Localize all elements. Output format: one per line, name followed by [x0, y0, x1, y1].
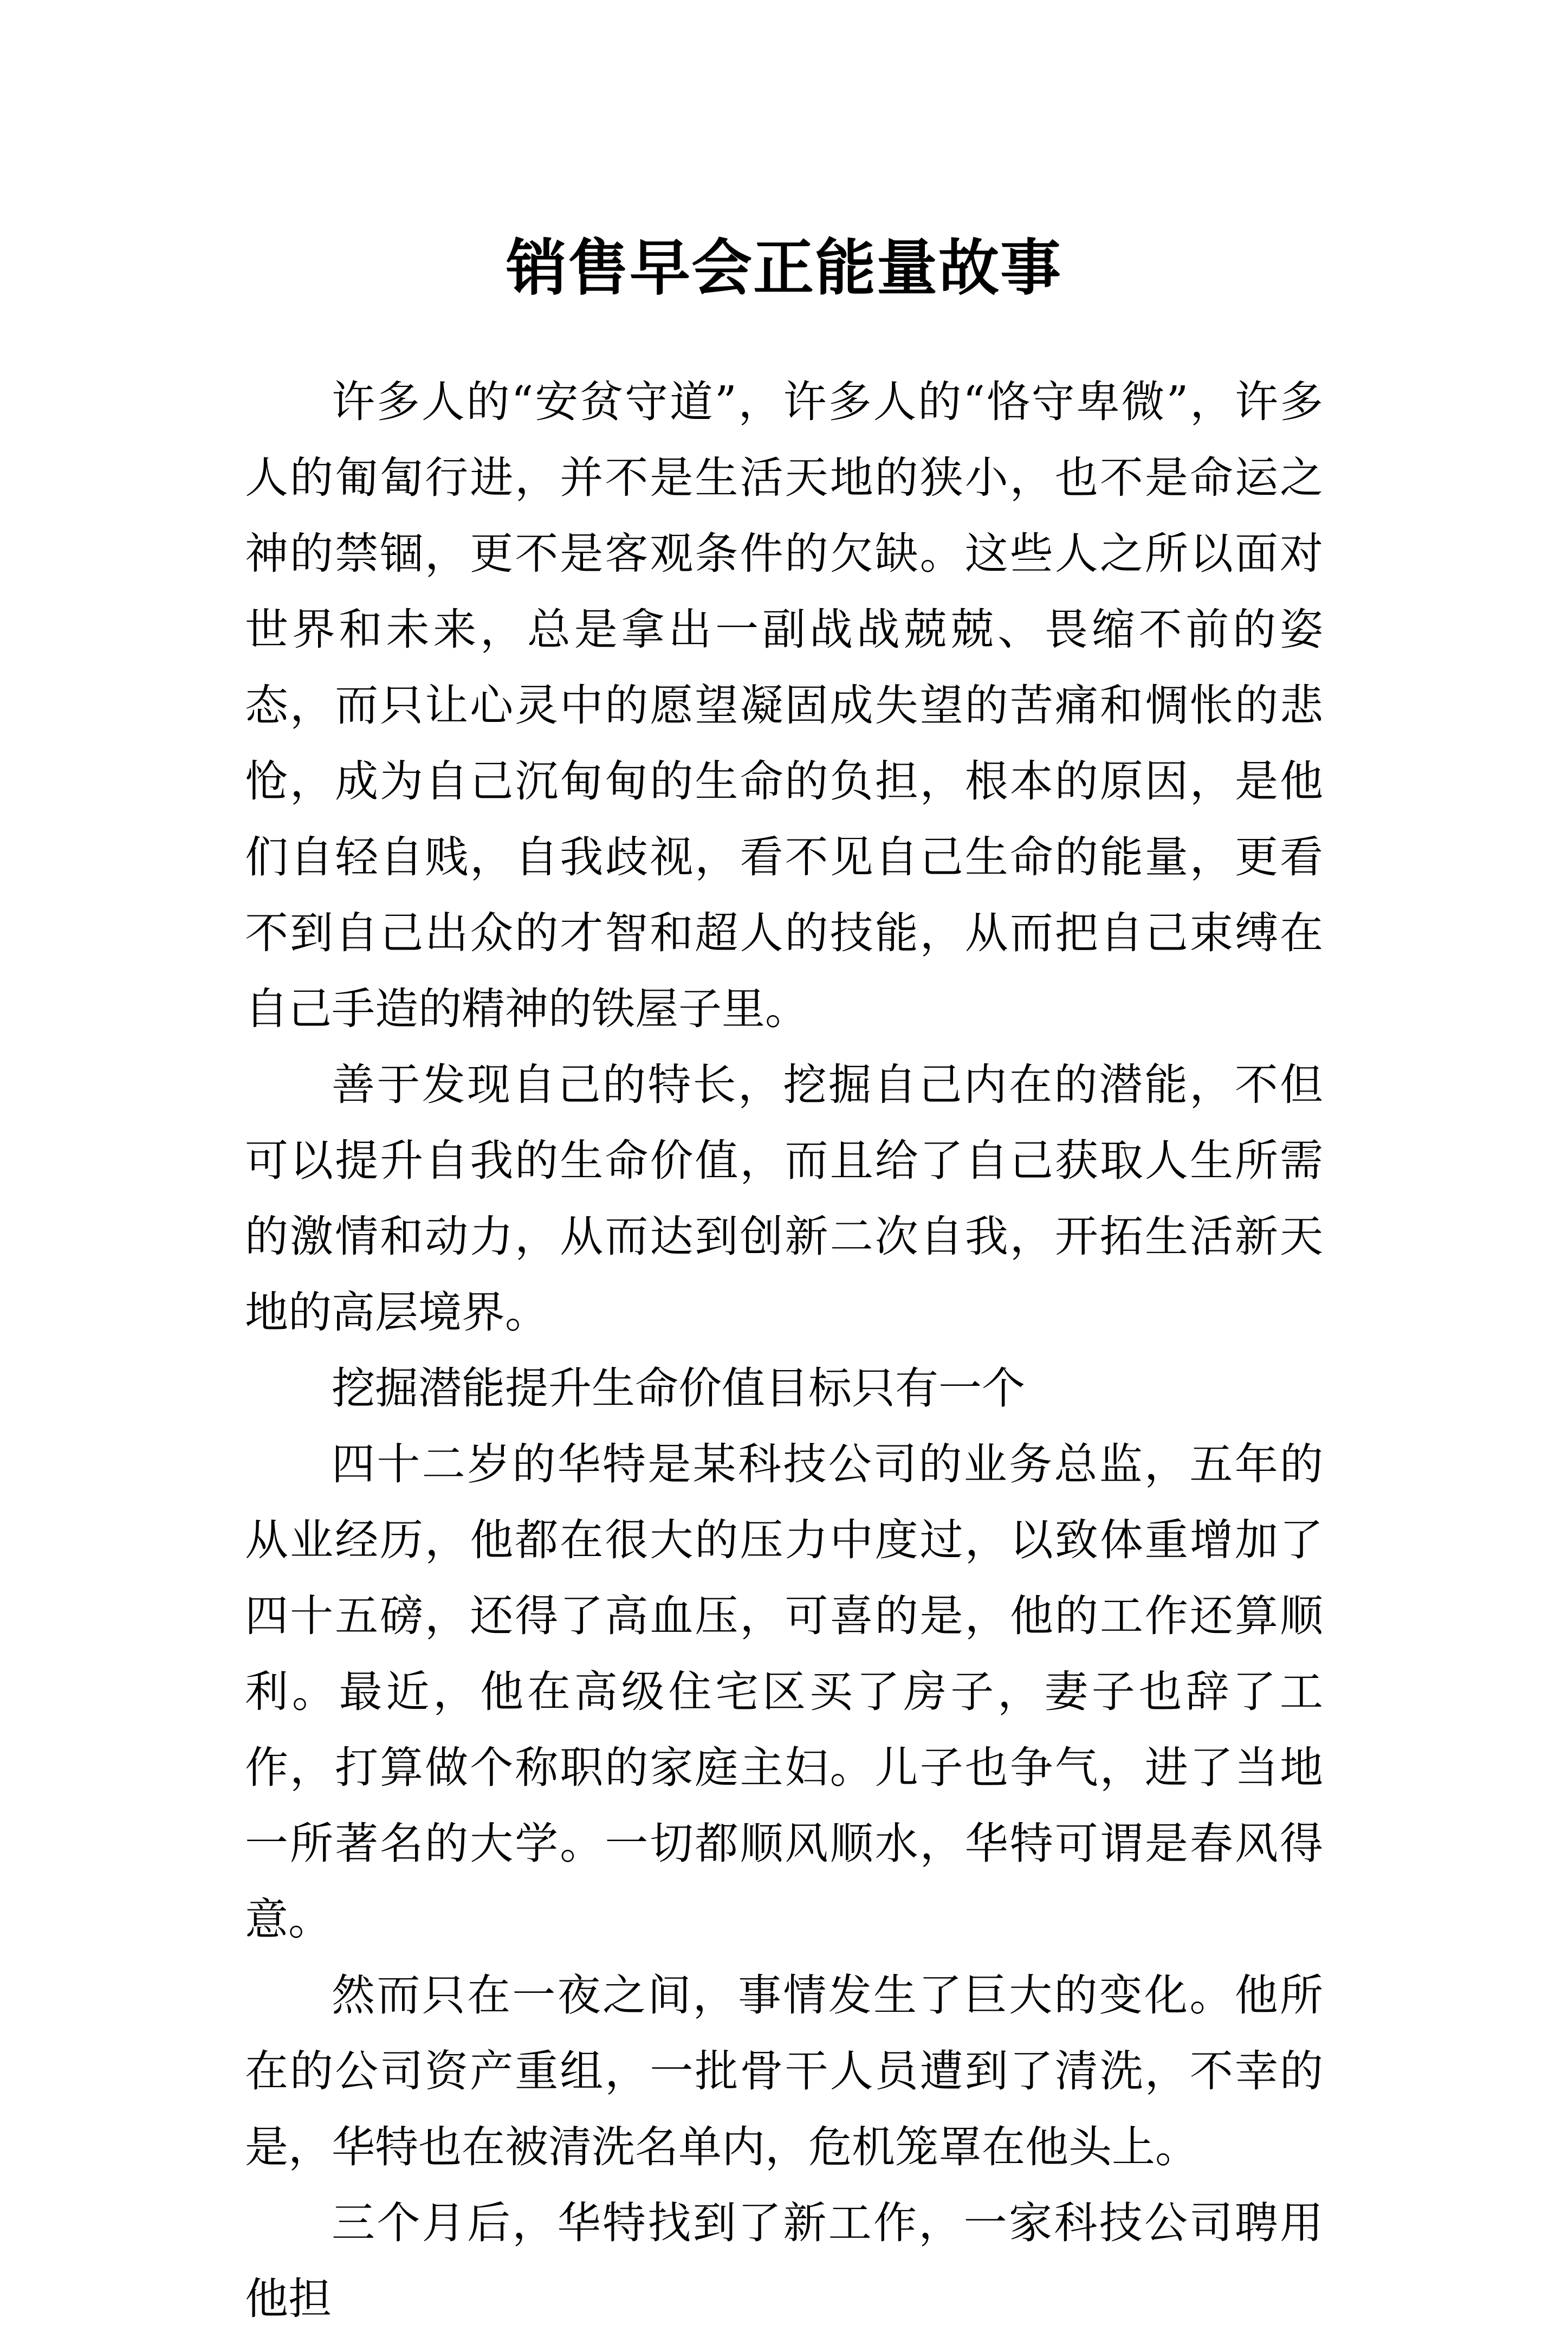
document-body: [245, 364, 1323, 2337]
paragraph-4: 四十二岁的华特是某科技公司的业务总监，五年的从业经历，他都在很大的压力中度过，以致体重增加了四十五磅，还得了高血压，可喜的是，他的工作还算顺利。最近，他在高级住宅区买了房子，妻子也辞了工作，打算做个称职的家庭主妇。儿子也争气，进了当地一所著名的大学。一切都顺风顺水，华特可谓是春风得意。: [245, 1439, 1323, 1945]
paragraph-3: 挖掘潜能提升生命价值目标只有一个: [332, 1363, 1025, 1413]
document-title: 销售早会正能量故事: [506, 233, 1062, 304]
paragraph-6: 三个月后，华特找到了新工作，一家科技公司聘用他担: [245, 2198, 1323, 2324]
paragraph-5: 然而只在一夜之间，事情发生了巨大的变化。他所在的公司资产重组，一批骨干人员遭到了清洗，不幸的是，华特也在被清洗名单内，危机笼罩在他头上。: [245, 1970, 1323, 2172]
paragraph-1: 许多人的“安贫守道”，许多人的“恪守卑微”，许多人的匍匐行进，并不是生活天地的狭小，也不是命运之神的禁锢，更不是客观条件的欠缺。这些人之所以面对世界和未来，总是拿出一副战战兢兢、畏缩不前的姿态，而只让心灵中的愿望凝固成失望的苦痛和惆怅的悲怆，成为自己沉甸甸的生命的负担，根本的原因，是他们自轻自贱，自我歧视，看不见自己生命的能量，更看不到自己出众的才智和超人的技能，从而把自己束缚在自己手造的精神的铁屋子里。: [245, 377, 1323, 1034]
paragraph-2: 善于发现自己的特长，挖掘自己内在的潜能，不但可以提升自我的生命价值，而且给了自己获取人生所需的激情和动力，从而达到创新二次自我，开拓生活新天地的高层境界。: [245, 1060, 1323, 1338]
